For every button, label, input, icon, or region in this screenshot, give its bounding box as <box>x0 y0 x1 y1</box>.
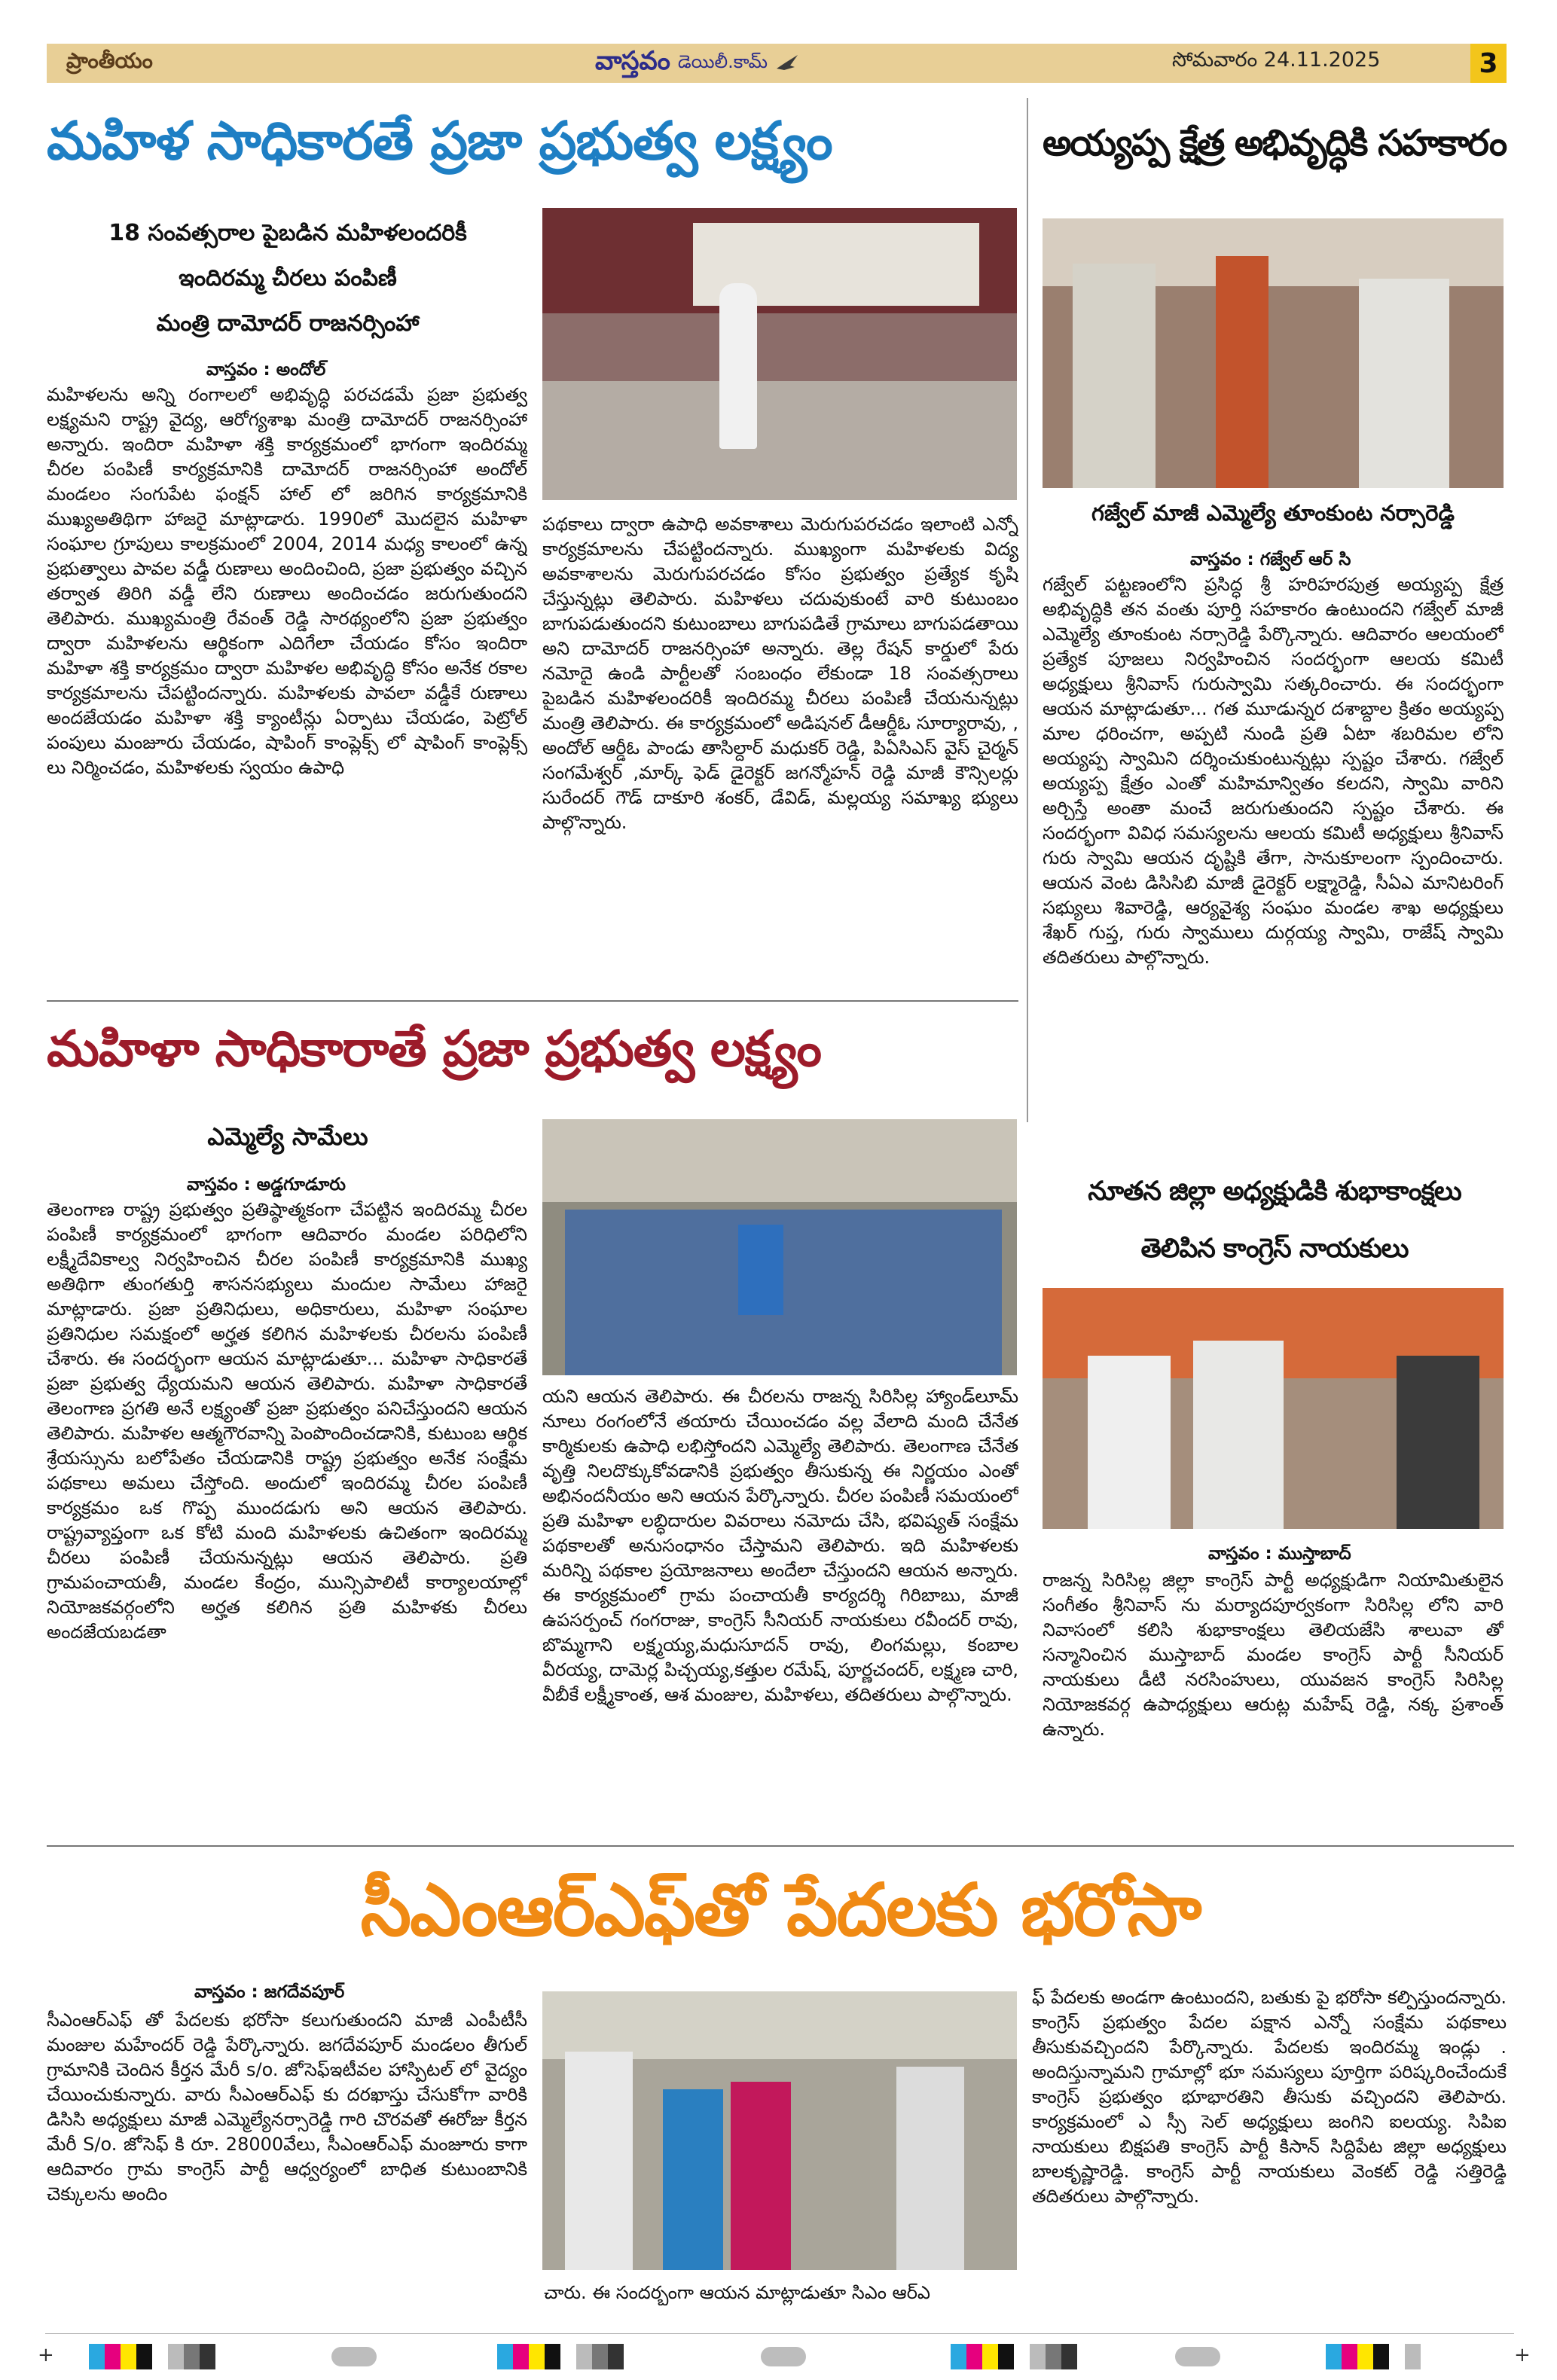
story1-headline: మహిళ సాధికారతే ప్రజా ప్రభుత్వ లక్ష్యం <box>47 110 832 172</box>
color-swatch <box>592 2344 608 2369</box>
story5-photo <box>542 1991 1017 2270</box>
color-swatch <box>200 2344 215 2369</box>
footer-rule <box>45 2333 1514 2334</box>
gray-pill <box>761 2347 806 2366</box>
story1-sub-line: మంత్రి దామోదర్ రాజనర్సింహా <box>156 310 420 337</box>
section-name: ప్రాంతీయం <box>66 48 153 73</box>
color-bar <box>497 2344 624 2369</box>
column-divider <box>1027 98 1028 1122</box>
story2-photo <box>542 1119 1017 1375</box>
color-swatch <box>545 2344 560 2369</box>
color-swatch <box>136 2344 152 2369</box>
story1-column2: పథకాలు ద్వారా ఉపాధి అవకాశాలు మెరుగుపరచడం ఇలాంటి ఎన్నో కార్యక్రమాలను చేపట్టిందన్నారు. ముఖ్యంగా మహిళలకు విద్య అవకాశాలను మెరుగుపరచడం కోసం ప్రభుత్వం ప్రత్యేక కృషి చేస్తున్నట్లు తెలిపారు. మహిళలు చదువుకుంటే వారి కుటుంబం బాగుపడుతుందని కుటుంబాలు బాగుపడితే గ్రామాలు బాగుపడతాయి అని దామోదర్ రాజనర్సింహా అన్నారు. తెల్ల రేషన్ కార్డులో పేరు నమోదై ఉండి పార్టీలతో సంబంధం లేకుండా 18 సంవత్సరాలు పైబడిన మహిళలందరికీ ఇందిరమ్మ చీరలు పంపిణీ చేయనున్నట్లు మంత్రి తెలిపారు. ఈ కార్యక్రమంలో అడిషనల్ డీఆర్డీఓ సూర్యారావు, , అందోల్ ఆర్డీఓ పాండు తాసిల్దార్ మధుకర్ రెడ్డి, పిఏసిఎస్ వైస్ చైర్మన్ సంగమేశ్వర్ ,మార్క్ ఫెడ్ డైరెక్టర్ జగన్మోహన్ రెడ్డి మాజీ కౌన్సిలర్లు సురేందర్ గౌడ్ దాకూరి శంకర్, డేవిడ్, మల్లయ్య సమాఖ్య భ్యులు పాల్గొన్నారు. <box>542 514 1018 833</box>
story1-dateline: వాస్తవం : అందోల్ <box>206 360 326 380</box>
gray-pill <box>1175 2347 1220 2366</box>
color-swatch <box>497 2344 513 2369</box>
color-swatch <box>951 2344 966 2369</box>
color-swatch <box>608 2344 624 2369</box>
color-swatch <box>1373 2344 1389 2369</box>
section-divider <box>47 1000 1018 1002</box>
story4-photo <box>1043 1288 1504 1529</box>
color-swatch <box>1326 2344 1342 2369</box>
crosshair-icon: + <box>38 2344 54 2366</box>
color-swatch <box>168 2344 184 2369</box>
story5-column1: సీఎంఆర్ఎఫ్ తో పేదలకు భరోసా కలుగుతుందని మాజీ ఎంపీటీసీ మంజుల మహేందర్ రెడ్డి పేర్కొన్నారు. జగదేవపూర్ మండలం తీగుల్ గ్రామానికి చెందిన కీర్తన మేరీ s/o. జోసెఫ్ఇటీవల హాస్పిటల్ లో వైద్యం చేయించుకున్నారు. వారు సీఎంఆర్ఎఫ్ కు దరఖాస్తు చేసుకోగా వారికి డిసిసి అధ్యక్షులు మాజీ ఎమ్మెల్యేనర్సారెడ్డి గారి చొరవతో ఈరోజు కీర్తన మేరీ S/o. జోసెఫ్ కి రూ. 28000వేలు, సీఎంఆర్ఎఫ్ మంజూరు కాగా ఆదివారం గ్రామ కాంగ్రెస్ పార్టీ ఆధ్వర్యంలో బాధిత కుటుంబానికి చెక్కులను అందిం <box>47 2009 527 2205</box>
color-swatch <box>1357 2344 1373 2369</box>
story2-column2: యని ఆయన తెలిపారు. ఈ చీరలను రాజన్న సిరిసిల్ల హ్యాండ్‌లూమ్ నూలు రంగంలోనే తయారు చేయించడం వల్ల వేలాది మంది చేనేత కార్మికులకు ఉపాధి లభిస్తోందని ఎమ్మెల్యే తెలిపారు. తెలంగాణ చేనేత వృత్తి నిలదొక్కుకోవడానికి ప్రభుత్వం తీసుకున్న ఈ నిర్ణయం ఎంతో అభినందనీయం అని ఆయన పేర్కొన్నారు. చీరల పంపిణీ సమయంలో ప్రతి మహిళా లబ్ధిదారుల వివరాలు నమోదు చేసి, భవిష్యత్ సంక్షేమ పథకాలతో అనుసంధానం చేస్తామని తెలిపారు. ఇది మహిళలకు మరిన్ని పథకాల ప్రయోజనాలు అందేలా చేస్తుందని ఆయన అన్నారు. ఈ కార్యక్రమంలో గ్రామ పంచాయతీ కార్యదర్శి గిరిబాబు, మాజీ ఉపసర్పంచ్ గంగరాజు, కాంగ్రెస్ సీనియర్ నాయకులు రవీందర్ రావు, బొమ్మగాని లక్ష్మయ్య,మధుసూదన్ రావు, లింగమల్లు, కంబాల వీరయ్య, దామెర్ల పిచ్చయ్య,కత్తుల రమేష్, పూర్ణచందర్, లక్ష్మణ చారి, వీబీకే లక్ష్మీకాంత, ఆశ మంజుల, మహిళలు, తదితరులు పాల్గొన్నారు. <box>542 1386 1018 1705</box>
color-bar <box>951 2344 1077 2369</box>
issue-date: సోమవారం 24.11.2025 <box>1172 48 1381 72</box>
color-swatch <box>1046 2344 1061 2369</box>
story3-photo <box>1043 218 1504 488</box>
bird-logo-icon <box>775 53 799 75</box>
color-swatch <box>1405 2344 1421 2369</box>
masthead <box>595 45 927 83</box>
story5-photo-caption: చారు. ఈ సందర్భంగా ఆయన మాట్లాడుతూ సిఎం ఆర్ఎ <box>544 2282 931 2303</box>
story3-body: గజ్వేల్ పట్టణంలోని ప్రసిద్ధ శ్రీ హరిహరపుత్ర అయ్యప్ప క్షేత్ర అభివృద్ధికి తన వంతు పూర్తి సహకారం ఉంటుందని గజ్వేల్ మాజీ ఎమ్మెల్యే తూంకుంట నర్సారెడ్డి పేర్కొన్నారు. ఆదివారం ఆలయంలో ప్రత్యేక పూజలు నిర్వహించిన సందర్భంగా ఆలయ కమిటీ అధ్యక్షులు శ్రీనివాస్ గురుస్వామి సత్కరించారు. ఈ సందర్భంగా ఆయన మాట్లాడుతూ... గత మూడున్నర దశాబ్దాల క్రితం అయ్యప్ప మాల ధరించగా, అప్పటి నుండి ప్రతి ఏటా శబరిమల లోని అయ్యప్ప స్వామిని దర్శించుకుంటున్నట్లు స్పష్టం చేశారు. గజ్వేల్ అయ్యప్ప క్షేత్రం ఎంతో మహిమాన్వితం కలదని, స్వామి వారిని అర్చిస్తే అంతా మంచే జరుగుతుందని స్పష్టం చేశారు. ఈ సందర్భంగా వివిధ సమస్యలను ఆలయ కమిటీ అధ్యక్షులు శ్రీనివాస్ గురు స్వామి ఆయన దృష్టికి తేగా, సానుకూలంగా స్పందించారు. ఆయన వెంట డిసిసిబి మాజీ డైరెక్టర్ లక్ష్మారెడ్డి, సీఏఎ మానిటరింగ్ సభ్యులు శివారెడ్డి, ఆర్యవైశ్య సంఘం మండల శాఖ అధ్యక్షులు శేఖర్ గుప్త, గురు స్వాములు దుర్గయ్య స్వామి, రాజేష్ స్వామి తదితరులు పాల్గొన్నారు. <box>1043 574 1504 968</box>
paper-suffix: డెయిలీ.కామ్ <box>677 51 768 72</box>
page-number: 3 <box>1479 47 1498 79</box>
color-swatch <box>184 2344 200 2369</box>
color-swatch <box>105 2344 121 2369</box>
story2-headline: మహిళా సాధికారాతే ప్రజా ప్రభుత్వ లక్ష్యం <box>47 1020 821 1078</box>
story2-dateline: వాస్తవం : అడ్డగూడూరు <box>187 1175 346 1195</box>
story1-sub-line: 18 సంవత్సరాల పైబడిన మహిళలందరికీ <box>108 220 467 246</box>
section-divider <box>47 1845 1514 1847</box>
story5-dateline: వాస్తవం : జగదేవపూర్ <box>194 1982 345 2002</box>
paper-name: వాస్తవం <box>595 46 670 76</box>
story2-column1: తెలంగాణ రాష్ట్ర ప్రభుత్వం ప్రతిష్ఠాత్మకంగా చేపట్టిన ఇందిరమ్మ చీరల పంపిణీ కార్యక్రమంలో భాగంగా ఆదివారం మండల పరిధిలోని లక్ష్మీదేవికాల్వ నిర్వహించిన చీరల పంపిణీ కార్యక్రమానికి ముఖ్య అతిథిగా తుంగతుర్తి శాసనసభ్యులు మందుల సామేలు హాజరై మాట్లాడారు. ప్రజా ప్రతినిధులు, అధికారులు, మహిళా సంఘాల ప్రతినిధుల సమక్షంలో అర్హత కలిగిన మహిళలకు చీరలను పంపిణీ చేశారు. ఈ సందర్భంగా ఆయన మాట్లాడుతూ... మహిళా సాధికారతే ప్రజా ప్రభుత్వ ధ్యేయమని ఆయన తెలిపారు. మహిళా సాధికారతే తెలంగాణ ప్రగతి అనే లక్ష్యంతో ప్రజా ప్రభుత్వం పనిచేస్తుందని ఆయన తెలిపారు. మహిళల ఆత్మగౌరవాన్ని పెంపొందించడానికి, కుటుంబ ఆర్థిక శ్రేయస్సును బలోపేతం చేయడానికి రాష్ట్ర ప్రభుత్వం అనేక సంక్షేమ పథకాలు అమలు చేస్తోంది. అందులో ఇందిరమ్మ చీరల పంపిణీ కార్యక్రమం ఒక గొప్ప ముందడుగు అని ఆయన తెలిపారు. రాష్ట్రవ్యాప్తంగా ఒక కోటి మంది మహిళలకు ఉచితంగా ఇందిరమ్మ చీరలు పంపిణీ చేయనున్నట్లు ఆయన తెలిపారు. ప్రతి గ్రామపంచాయతీ, మండల కేంద్రం, మున్సిపాలిటీ కార్యాలయాల్లో నియోజకవర్గంలోని అర్హత కలిగిన ప్రతి మహిళకు చీరలు అందజేయబడతా <box>47 1199 527 1643</box>
color-bar <box>89 2344 215 2369</box>
story5-headline: సీఎంఆర్ఎఫ్‌తో పేదలకు భరోసా <box>360 1868 1201 1952</box>
story1-sub-line: ఇందిరమ్మ చీరలు పంపిణీ <box>179 265 397 291</box>
footer-registration-marks <box>0 2344 1557 2374</box>
story1-column1: మహిళలను అన్ని రంగాలలో అభివృద్ధి పరచడమే ప్రజా ప్రభుత్వ లక్ష్యమని రాష్ట్ర వైద్య, ఆరోగ్యశాఖ మంత్రి దామోదర్ రాజనర్సింహా అన్నారు. ఇందిరా మహిళా శక్తి కార్యక్రమంలో భాగంగా ఇందిరమ్మ చీరల పంపిణీ కార్యక్రమానికి దామోదర్ రాజనర్సింహా అందోల్ మండలం సంగుపేట ఫంక్షన్ హాల్ లో జరిగిన కార్యక్రమానికి ముఖ్యఅతిథిగా హాజరై మాట్లాడారు. 1990లో మొదలైన మహిళా సంఘాల గ్రూపులు కాలక్రమంలో 2004, 2014 మధ్య కాలంలో ఉన్న ప్రభుత్వాలు పావల వడ్డీ రుణాలు అందించింది, ప్రజా ప్రభుత్వం వచ్చిన తర్వాత తిరిగి వడ్డీ లేని రుణాలు అందించడం జరుగుతుందని తెలిపారు. ముఖ్యమంత్రి రేవంత్ రెడ్డి సారథ్యంలోని ప్రజా ప్రభుత్వం ద్వారా మహిళలను ఆర్థికంగా ఎదిగేలా చేయడం కోసం ఇందిరా మహిళా శక్తి కార్యక్రమం ద్వారా మహిళల అభివృద్ధి కోసం అనేక రకాల కార్యక్రమాలను చేపట్టిందన్నారు. మహిళలకు పావలా వడ్డీకే రుణాలు అందజేయడం మహిళా శక్తి క్యాంటీన్లు ఏర్పాటు చేయడం, పెట్రోల్ పంపులు మంజూరు చేయడం, షాపింగ్ కాంప్లెక్స్ లో షాపింగ్ కాంప్లెక్స్ లు నిర్మించడం, మహిళలకు స్వయం ఉపాధి <box>47 384 527 778</box>
story3-dateline: వాస్తవం : గజ్వేల్ ఆర్ సి <box>1190 550 1351 569</box>
color-swatch <box>560 2344 576 2369</box>
color-swatch <box>152 2344 168 2369</box>
story5-column3: ఫ్ పేదలకు అండగా ఉంటుందని, బతుకు పై భరోసా కల్పిస్తుందన్నారు. కాంగ్రెస్ ప్రభుత్వం పేదల పక్షాన ఎన్నో సంక్షేమ పథకాలు తీసుకువచ్చిందని పేర్కొన్నారు. పేదలకు ఇందిరమ్మ ఇండ్లు . అందిస్తున్నామని గ్రామాల్లో భూ సమస్యలు పూర్తిగా పరిష్కరించేందుకే కాంగ్రెస్ ప్రభుత్వం భూభారతిని తీసుకు వచ్చిందని తెలిపారు. కార్యక్రమంలో ఎ స్సీ సెల్ అధ్యక్షులు జంగిని ఐలయ్య. సిపిఐ నాయకులు బిక్షపతి కాంగ్రెస్ పార్టీ కిసాన్ సిద్దిపేట జిల్లా అధ్యక్షులు బాలకృష్ణారెడ్డి. కాంగ్రెస్ పార్టీ నాయకులు వెంకట్ రెడ్డి సత్తిరెడ్డి తదితరులు పాల్గొన్నారు. <box>1032 1987 1507 2207</box>
story3-caption: గజ్వేల్ మాజీ ఎమ్మెల్యే తూంకుంట నర్సారెడ్డి <box>1091 500 1455 526</box>
story3-headline: అయ్యప్ప క్షేత్ర అభివృద్ధికి సహకారం <box>1043 122 1507 164</box>
color-swatch <box>982 2344 998 2369</box>
story1-subheadline <box>47 211 529 346</box>
color-swatch <box>89 2344 105 2369</box>
color-swatch <box>576 2344 592 2369</box>
color-swatch <box>529 2344 545 2369</box>
color-swatch <box>1061 2344 1077 2369</box>
story4-headline <box>1043 1163 1507 1277</box>
page-number-box <box>1470 44 1507 83</box>
story4-headline-line: తెలిపిన కాంగ్రెస్ నాయకులు <box>1140 1234 1409 1264</box>
color-swatch <box>1342 2344 1357 2369</box>
color-swatch <box>121 2344 136 2369</box>
story2-subheadline: ఎమ్మెల్యే సామేలు <box>207 1122 368 1151</box>
color-swatch <box>1389 2344 1405 2369</box>
color-swatch <box>998 2344 1014 2369</box>
color-swatch <box>1030 2344 1046 2369</box>
color-swatch <box>966 2344 982 2369</box>
crosshair-icon: + <box>1514 2344 1531 2366</box>
gray-pill <box>331 2347 377 2366</box>
story4-dateline: వాస్తవం : ముస్తాబాద్ <box>1208 1544 1351 1564</box>
story4-headline-line: నూతన జిల్లా అధ్యక్షుడికి శుభాకాంక్షలు <box>1088 1176 1461 1207</box>
story1-photo <box>542 208 1017 500</box>
color-swatch <box>513 2344 529 2369</box>
color-swatch <box>1014 2344 1030 2369</box>
color-bar <box>1326 2344 1421 2369</box>
story4-body: రాజన్న సిరిసిల్ల జిల్లా కాంగ్రెస్ పార్టీ అధ్యక్షుడిగా నియామితులైన సంగీతం శ్రీనివాస్ ను మర్యాదపూర్వకంగా సిరిసిల్ల లోని వారి నివాసంలో కలిసి శుభాకాంక్షలు తెలియజేసి శాలువా తో సన్మానించిన ముస్తాబాద్ మండల కాంగ్రెస్ పార్టీ సీనియర్ నాయకులు డీటి నరసింహులు, యువజన కాంగ్రెస్ సిరిసిల్ల నియోజకవర్గ ఉపాధ్యక్షులు ఆరుట్ల మహేష్ రెడ్డి, నక్క ప్రశాంత్ ఉన్నారు. <box>1043 1570 1504 1740</box>
